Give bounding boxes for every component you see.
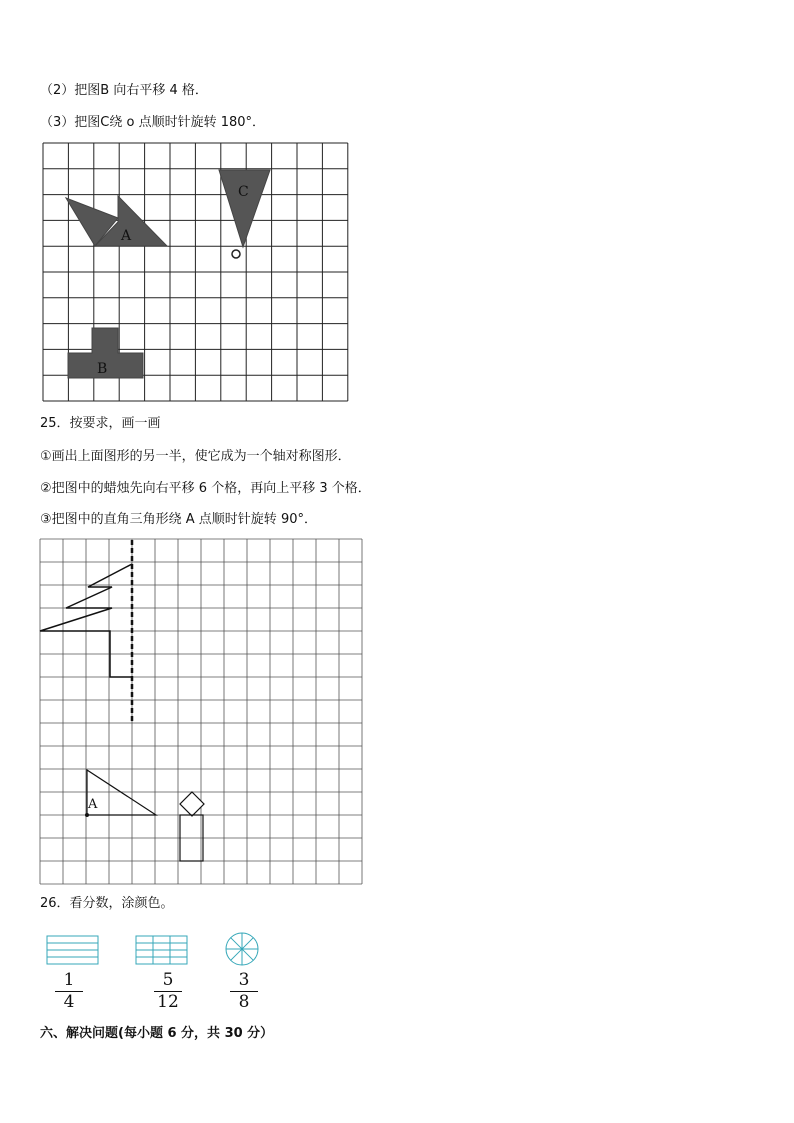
section-six-heading: 六、解决问题(每小题 6 分，共 30 分） bbox=[40, 1026, 274, 1041]
circle-figure-eighths bbox=[226, 933, 258, 965]
q24-step3-text: （3）把图C绕 o 点顺时针旋转 180°． bbox=[40, 115, 266, 130]
numerator: 1 bbox=[63, 970, 75, 990]
denominator: 4 bbox=[63, 992, 75, 1012]
q25-item1: ①画出上面图形的另一半，使它成为一个轴对称图形． bbox=[40, 449, 351, 464]
q26-title: 26．看分数，涂颜色。 bbox=[40, 896, 174, 911]
q24-step2-text: （2）把图B 向右平移 4 格． bbox=[40, 83, 208, 98]
denominator: 8 bbox=[238, 992, 250, 1012]
shape-c-label: C bbox=[238, 184, 249, 200]
rectangle-figure-quarters bbox=[47, 936, 98, 964]
shape-a-label: A bbox=[121, 228, 132, 244]
numerator: 3 bbox=[238, 970, 250, 990]
q25-item3: ③把图中的直角三角形绕 A 点顺时针旋转 90°． bbox=[40, 512, 317, 527]
rectangle-figure-twelfths bbox=[136, 936, 187, 964]
q25-item2: ②把图中的蜡烛先向右平移 6 个格，再向上平移 3 个格． bbox=[40, 481, 371, 496]
q25-title: 25．按要求，画一画 bbox=[40, 416, 161, 431]
fraction-five-twelfths bbox=[148, 971, 188, 1012]
fraction-three-eighths bbox=[224, 971, 264, 1012]
fraction-one-quarter bbox=[49, 971, 89, 1012]
denominator: 12 bbox=[157, 992, 179, 1012]
triangle-label-a: A bbox=[88, 797, 98, 812]
numerator: 5 bbox=[162, 970, 174, 990]
shape-b-label: B bbox=[97, 361, 108, 377]
